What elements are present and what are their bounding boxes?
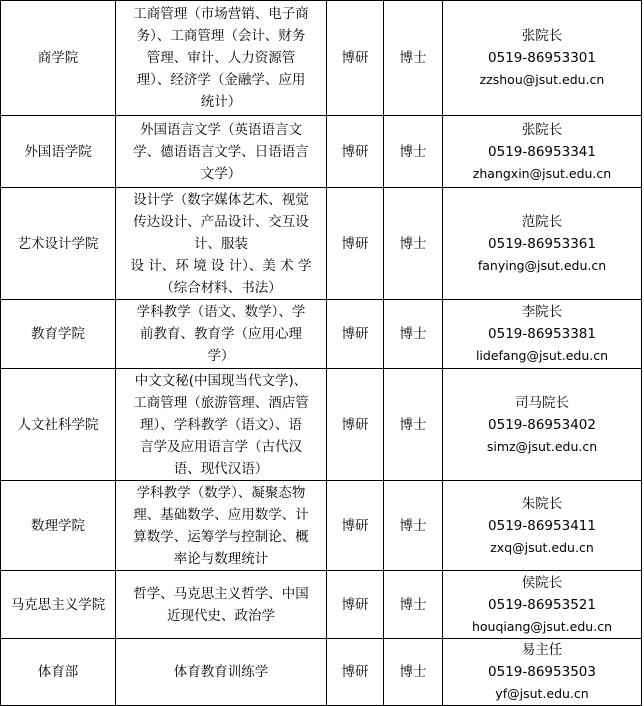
type-cell: 博研 [327, 639, 384, 706]
table-row [1, 481, 642, 571]
table-row [1, 571, 642, 639]
major-line: 学科教学（数学）、凝聚态物 [136, 484, 306, 501]
contact-email[interactable]: yf@jsut.edu.cn [495, 686, 589, 701]
major-line: 理、基础数学、应用数学、计 [133, 506, 309, 523]
degree-cell: 博士 [384, 369, 443, 481]
major-line: 设计学（数字媒体艺术、视觉 [133, 191, 309, 208]
major-line: 中文文秘(中国现当代文学)、 [134, 372, 308, 389]
major-line: 前教育、教育学（应用心理 [140, 326, 302, 342]
contact-name: 李院长 [521, 304, 563, 320]
degree-cell: 博士 [384, 1, 443, 116]
degree-cell: 博士 [384, 481, 443, 571]
contact-name: 范院长 [521, 213, 563, 230]
major-line: 工商管理（旅游管理、酒店管 [133, 394, 309, 411]
table-row [1, 116, 642, 188]
table-row [1, 1, 642, 116]
contact-phone: 0519-86953381 [488, 326, 596, 342]
major-line: 文学） [200, 165, 242, 182]
type-cell: 博研 [327, 1, 384, 116]
college-cell: 艺术设计学院 [1, 188, 116, 300]
degree-cell: 博士 [384, 300, 443, 369]
major-line: 传达设计、产品设计、交互设 [133, 213, 309, 230]
type-cell: 博研 [327, 188, 384, 300]
college-cell: 马克思主义学院 [1, 571, 116, 639]
contact-phone: 0519-86953521 [488, 596, 596, 613]
degree-cell: 博士 [384, 116, 443, 188]
type-cell: 博研 [327, 116, 384, 188]
major-line: 近现代史、政治学 [167, 607, 275, 624]
contact-name: 张院长 [521, 28, 563, 44]
type-cell: 博研 [327, 481, 384, 571]
major-line: 外国语言文学（英语语言文 [140, 121, 302, 138]
contact-phone: 0519-86953301 [488, 50, 596, 66]
contact-cell [443, 639, 642, 706]
contact-cell [443, 571, 642, 639]
table-row [1, 639, 642, 706]
contact-email[interactable]: lidefang@jsut.edu.cn [475, 348, 609, 363]
table-row [1, 300, 642, 369]
major-cell [116, 188, 327, 300]
degree-cell: 博士 [384, 188, 443, 300]
major-cell [116, 639, 327, 706]
college-cell: 体育部 [1, 639, 116, 706]
college-cell: 商学院 [1, 1, 116, 116]
contact-cell [443, 369, 642, 481]
contact-phone: 0519-86953411 [488, 517, 596, 534]
major-line: （综合材料、书法） [160, 279, 282, 296]
major-line: 工商管理（市场营销、电子商 [133, 6, 309, 22]
contact-name: 易主任 [521, 642, 563, 658]
contact-phone: 0519-86953361 [488, 235, 596, 252]
major-line: 理）、经济学（金融学、应用 [136, 72, 306, 88]
contact-email[interactable]: fanying@jsut.edu.cn [477, 257, 607, 273]
major-line: 管理、审计、人力资源管 [146, 50, 296, 66]
major-line: 率论与数理统计 [173, 550, 269, 567]
major-line: 学） [207, 348, 235, 364]
contact-email[interactable]: zxq@jsut.edu.cn [490, 539, 594, 555]
major-line: 设 计、环 境 设 计）、美 术 学 [130, 257, 312, 274]
contact-phone: 0519-86953402 [488, 416, 596, 433]
contact-cell [443, 1, 642, 116]
contact-name: 张院长 [521, 121, 563, 138]
major-cell [116, 300, 327, 369]
table-row [1, 369, 642, 481]
college-cell: 人文社科学院 [1, 369, 116, 481]
major-line: 学、德语语言文学、日语语言 [133, 143, 309, 160]
major-line: 语、现代汉语） [173, 460, 269, 477]
degree-cell: 博士 [384, 571, 443, 639]
major-line: 理）、学科教学（语文）、语 [140, 416, 302, 433]
college-cell: 外国语学院 [1, 116, 116, 188]
contact-name: 侯院长 [521, 574, 563, 591]
college-cell: 数理学院 [1, 481, 116, 571]
major-line: 统计） [200, 94, 242, 110]
type-cell: 博研 [327, 571, 384, 639]
major-cell [116, 1, 327, 116]
college-cell: 教育学院 [1, 300, 116, 369]
contact-cell [443, 300, 642, 369]
major-line: 学科教学（语文、数学）、学 [136, 304, 306, 320]
contact-email[interactable]: zzshou@jsut.edu.cn [479, 72, 605, 87]
major-line: 算数学、运筹学与控制论、概 [133, 528, 309, 545]
table-row [1, 188, 642, 300]
major-line: 体育教育训练学 [173, 664, 269, 680]
contact-phone: 0519-86953503 [488, 664, 596, 680]
type-cell: 博研 [327, 369, 384, 481]
contact-cell [443, 481, 642, 571]
contact-phone: 0519-86953341 [488, 143, 596, 160]
major-line: 计、服装 [194, 235, 248, 252]
major-cell [116, 481, 327, 571]
type-cell: 博研 [327, 300, 384, 369]
major-line: 务）、工商管理（会计、财务 [136, 28, 306, 44]
contact-name: 朱院长 [521, 495, 563, 512]
major-cell [116, 571, 327, 639]
contact-cell [443, 116, 642, 188]
contact-name: 司马院长 [515, 394, 569, 411]
contact-cell [443, 188, 642, 300]
major-cell [116, 369, 327, 481]
major-line: 言学及应用语言学（古代汉 [140, 438, 302, 455]
degree-cell: 博士 [384, 639, 443, 706]
contact-email[interactable]: houqiang@jsut.edu.cn [471, 618, 612, 634]
contact-email[interactable]: simz@jsut.edu.cn [486, 438, 598, 454]
major-line: 哲学、马克思主义哲学、中国 [133, 585, 309, 602]
major-cell [116, 116, 327, 188]
contact-email[interactable]: zhangxin@jsut.edu.cn [472, 165, 612, 181]
